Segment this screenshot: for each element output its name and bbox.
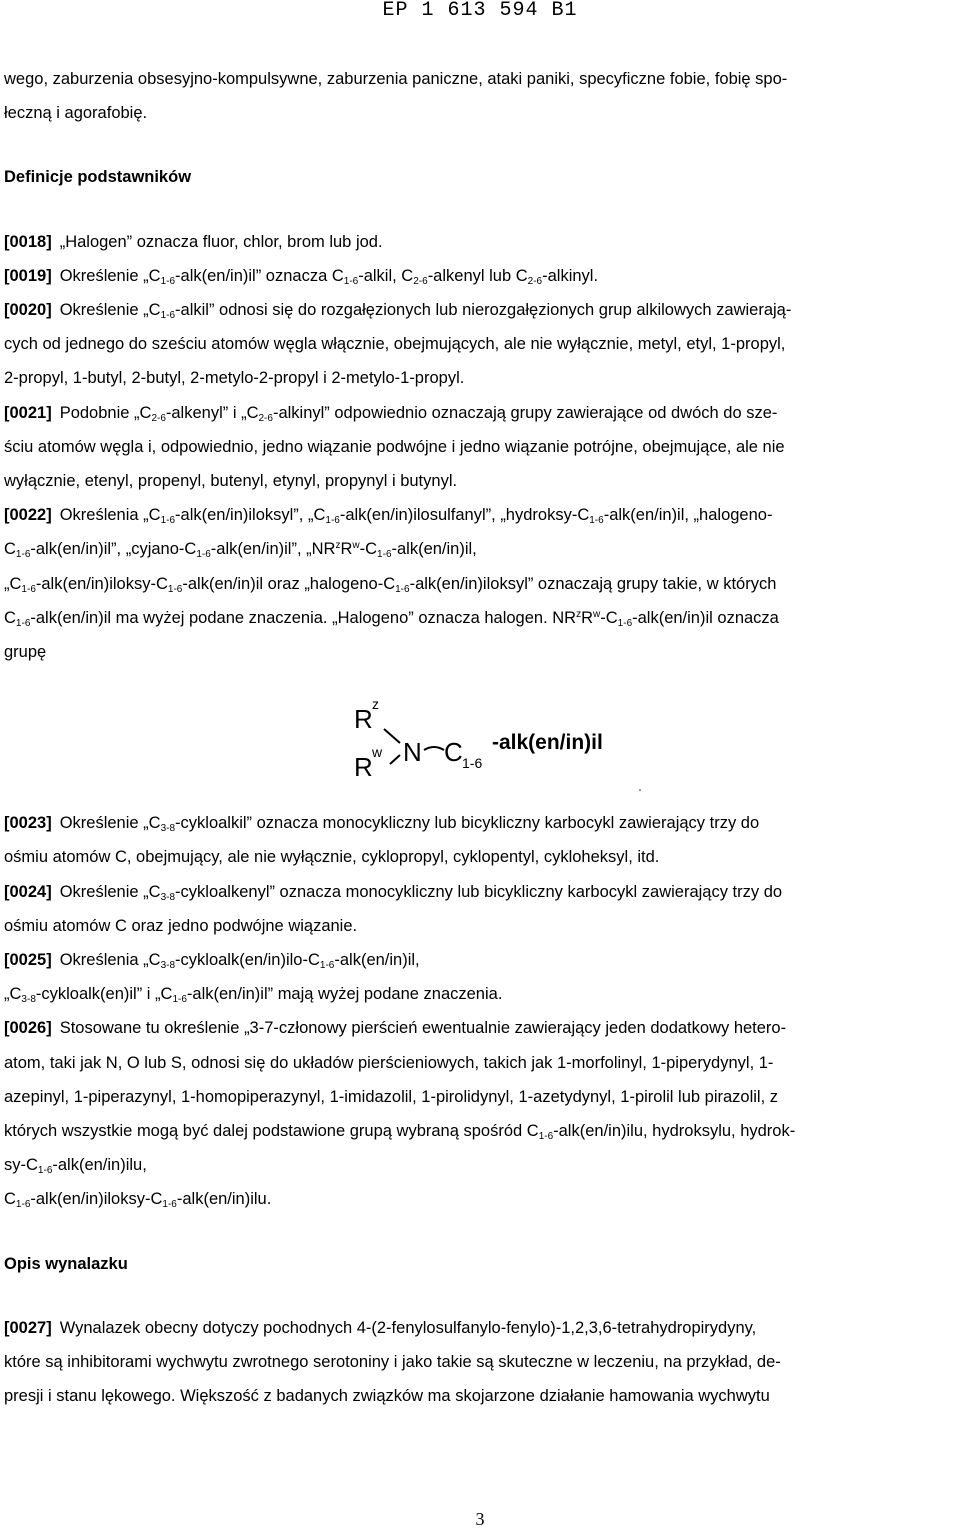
paragraph-0020: [0020] Określenie $„C_{1-6}$-alkil” odnosi się do rozgałęzionych lub nierozgałęzionych grup alkilowych zawierają- cych od jednego do sześciu atomów węgla włącznie, obejmujących, ale nie wyłącznie, metyl, etyl, 1-propyl, 2-propyl, 1-butyl, 2-butyl, 2-metylo-2-propyl i 2-metylo-1-propyl.: [4, 301, 792, 388]
formula-suffix: -alk(en/in)il: [492, 731, 603, 755]
page-number: 3: [475, 1509, 485, 1529]
patent-number: EP 1 613 594 B1: [382, 0, 578, 22]
text-line: łeczną i agorafobię.: [4, 104, 148, 123]
paragraph-0019: [0019] Określenie $„C_{1-6}-alk(en/in)il$” oznacza $C_{1-6}$-alkil, $C_{2-6}$-alkenyl lub $C_{2-6}$-alkinyl.: [4, 266, 599, 287]
formula-c-sub: 1-6: [462, 755, 483, 772]
bond-n-c: [424, 747, 444, 750]
paragraph-ref: [0019]: [4, 266, 52, 285]
section-heading-opis: Opis wynalazku: [4, 1254, 128, 1273]
paragraph-ref: [0026]: [4, 1019, 52, 1038]
paragraph-0023: [0023] Określenie $„C_{3-8}$-cykloalkil” oznacza monocykliczny lub bicykliczny karbocykl zawierający trzy do ośmiu atomów C, obejmujący, ale nie wyłącznie, cyklopropyl, cyklopentyl, cykloheksyl, itd.: [4, 814, 760, 867]
paragraph-0018: [4, 225, 954, 259]
formula-c: C: [444, 737, 463, 768]
formula-rz-sup: z: [372, 696, 379, 713]
formula-rw: R: [354, 752, 373, 783]
paragraph-ref: [0024]: [4, 882, 52, 901]
chemical-formula-figure: [324, 681, 644, 796]
paragraph-ref: [0027]: [4, 1318, 52, 1337]
formula-n: N: [403, 737, 422, 768]
document-header: [0, 0, 960, 22]
paragraph-ref: [0025]: [4, 951, 52, 970]
paragraph-0022: [0022] Określenia $„C_{1-6}-alk(en/in)iloksyl$”, $„C_{1-6}-alk(en/in)ilosulfanyl$”, $„hydroksy-C_{1-6}-alk(en/in)il$, „halogeno- $C_{1-6}-alk(en/in)il$”, $„cyjano-C_{1-6}-alk(en/in)il$”, $„NR^zR^w-C_{1-6}-alk(en/in)il$, $„C_{1-6}-alk(en/in)iloksy-C_{1-6}-alk(en/in)il$ oraz $„halogeno-C_{1-6}-alk(en/in)iloksyl$” oznaczają grupy takie, w których $C_{1-6}-alk(en/in)il$ ma wyżej podane znaczenia. „Halogeno” oznacza halogen. $NR^zR^w-C_{1-6}-alk(en/in)il$ oznacza grupę: [4, 506, 779, 662]
paragraph-ref: [0021]: [4, 403, 52, 422]
paragraph-0021: [0021] Podobnie $„C_{2-6}$-alkenyl” i $„C_{2-6}$-alkinyl” odpowiednio oznaczają grupy zawierające od dwóch do sze- ściu atomów węgla i, odpowiednio, jedno wiązanie podwójne i jedno wiązanie potrójne, obejmujące, ale nie wyłącznie, etenyl, propenyl, butenyl, etynyl, propynyl i butynyl.: [4, 403, 785, 491]
bond-rw-n: [390, 755, 400, 764]
paragraph-ref: [0023]: [4, 814, 52, 833]
section-heading-definitions: Definicje podstawników: [4, 168, 192, 187]
page-body: [4, 62, 954, 1414]
text-run: „Halogen” oznacza fluor, chlor, brom lub jod.: [59, 232, 383, 251]
paragraph-ref: [0020]: [4, 301, 52, 320]
page-footer: [0, 1509, 960, 1530]
paragraph-0026: [0026] Stosowane tu określenie „3-7-członowy pierścień ewentualnie zawierający jeden dodatkowy hetero- atom, taki jak N, O lub S, odnosi się do układów pierścieniowych, takich jak 1-morfolinyl, 1-piperydynyl, 1- azepinyl, 1-piperazynyl, 1-homopiperazynyl, 1-imidazolil, 1-pirolidynyl, 1-azetydynyl, 1-pirolil lub pirazolil, z których wszystkie mogą być dalej podstawione grupą wybraną spośród $C_{1-6}-alk(en/in)ilu$, hydroksylu, hydrok- $sy-C_{1-6}-alk(en/in)ilu$, $C_{1-6}-alk(en/in)iloksy-C_{1-6}-alk(en/in)ilu$.: [4, 1019, 796, 1211]
bond-rz-n: [384, 729, 400, 743]
paragraph-0025: [0025] Określenia $„C_{3-8}-cykloalk(en/in)ilo-C_{1-6}-alk(en/in)il$, $„C_{3-8}-cykloalk(en)il$” i $„C_{1-6}-alk(en/in)il$” mają wyżej podane znaczenia.: [4, 951, 503, 1006]
paragraph-0024: [0024] Określenie $„C_{3-8}$-cykloalkenyl” oznacza monocykliczny lub bicykliczny karbocykl zawierający trzy do ośmiu atomów C oraz jedno podwójne wiązanie.: [4, 882, 783, 935]
paragraph-0027: [0027] Wynalazek obecny dotyczy pochodnych 4-(2-fenylosulfanylo-fenylo)-1,2,3,6-tetrahydropirydyny, które są inhibitorami wychwytu zwrotnego serotoniny i jako takie są skuteczne w leczeniu, na przykład, de- presji i stanu lękowego. Większość z badanych związków ma skojarzone działanie hamowania wychwytu: [4, 1318, 781, 1406]
paragraph-ref: [0022]: [4, 506, 52, 525]
paragraph-ref: [0018]: [4, 232, 52, 251]
formula-rw-sup: w: [372, 744, 383, 761]
formula-rz: R: [354, 704, 373, 735]
paragraph-continuation: [4, 62, 954, 130]
text-line: wego, zaburzenia obsesyjno-kompulsywne, zaburzenia paniczne, ataki paniki, specyficzne fobie, fobię spo-: [4, 70, 788, 88]
